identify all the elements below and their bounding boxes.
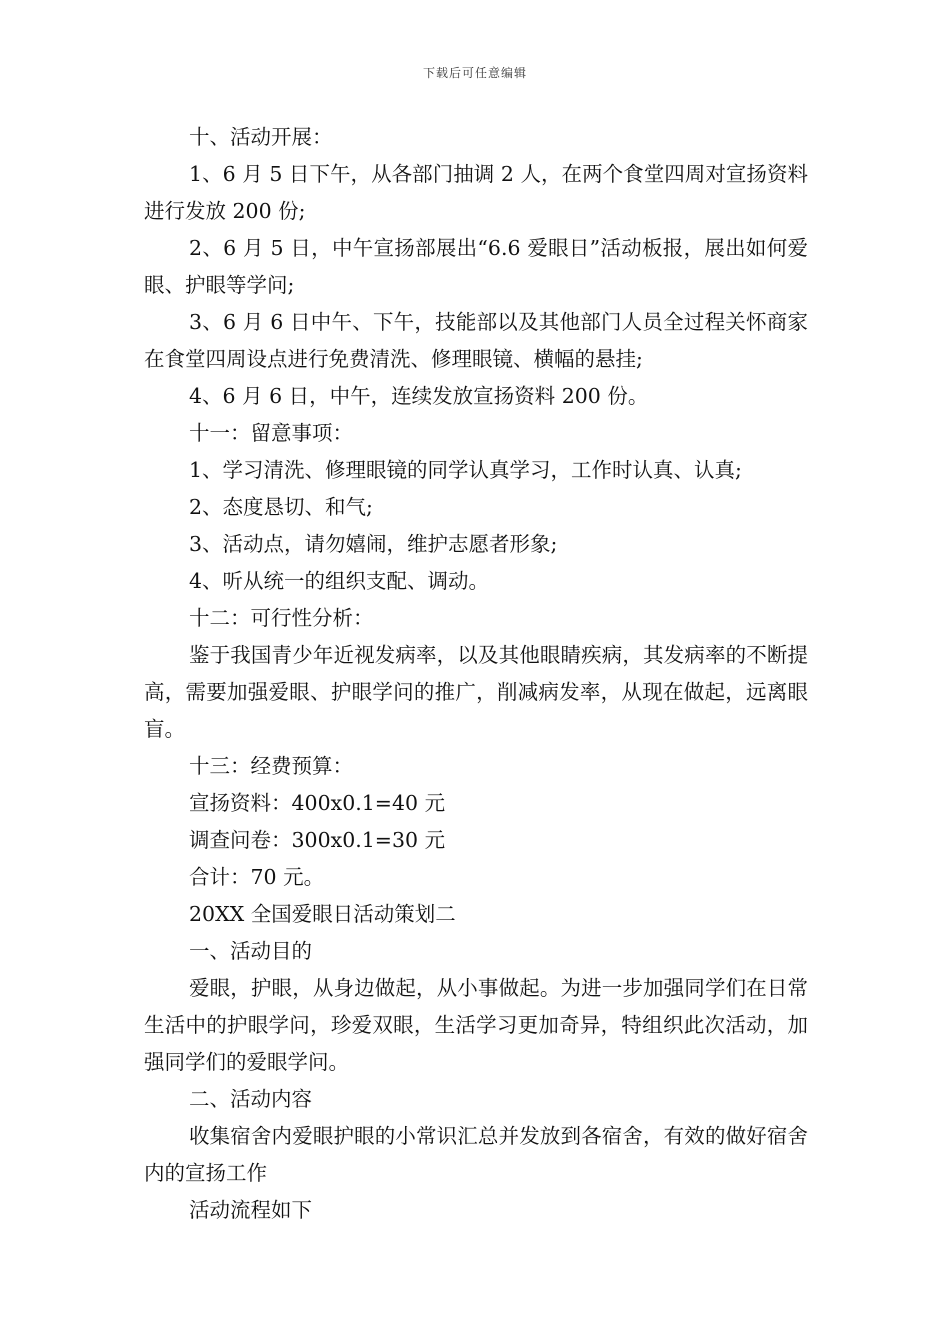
- section-heading-12: 十二：可行性分析：: [189, 606, 374, 630]
- body-paragraph: 收集宿舍内爱眼护眼的小常识汇总并发放到各宿舍，有效的做好宿舍内的宣扬工作: [144, 1124, 808, 1185]
- page-header: 下载后可任意编辑: [422, 66, 527, 80]
- section-heading-2: 二、活动内容: [189, 1087, 312, 1111]
- section-heading-1: 一、活动目的: [189, 939, 312, 963]
- list-item: 1、学习清洗、修理眼镜的同学认真学习，工作时认真、认真;: [189, 458, 742, 482]
- list-item: 2、态度恳切、和气;: [189, 495, 373, 519]
- section-heading-10: 十、活动开展：: [189, 125, 333, 149]
- budget-total: 合计：70 元。: [189, 865, 325, 889]
- list-item: 2、6 月 5 日，中午宣扬部展出“6.6 爱眼日”活动板报，展出如何爱眼、护眼等学问;: [144, 236, 808, 297]
- list-item: 3、6 月 6 日中午、下午，技能部以及其他部门人员全过程关怀商家在食堂四周设点进行免费清洗、修理眼镜、横幅的悬挂;: [144, 310, 808, 371]
- budget-line: 调查问卷：300x0.1=30 元: [189, 828, 446, 852]
- body-paragraph: 爱眼，护眼，从身边做起，从小事做起。为进一步加强同学们在日常生活中的护眼学问，珍爱双眼，生活学习更加奇异，特组织此次活动，加强同学们的爱眼学问。: [144, 976, 808, 1074]
- budget-line: 宣扬资料：400x0.1=40 元: [189, 791, 446, 815]
- document-body: [144, 119, 808, 1229]
- list-item: 3、活动点，请勿嬉闹，维护志愿者形象;: [189, 532, 558, 556]
- list-item: 4、听从统一的组织支配、调动。: [189, 569, 490, 593]
- list-item: 1、6 月 5 日下午，从各部门抽调 2 人，在两个食堂四周对宣扬资料进行发放 200 份;: [144, 162, 808, 223]
- section-heading-13: 十三：经费预算：: [189, 754, 353, 778]
- list-item: 4、6 月 6 日，中午，连续发放宣扬资料 200 份。: [189, 384, 649, 408]
- section-heading-11: 十一：留意事项：: [189, 421, 353, 445]
- body-paragraph: 鉴于我国青少年近视发病率，以及其他眼睛疾病，其发病率的不断提高，需要加强爱眼、护眼学问的推广，削减病发率，从现在做起，远离眼盲。: [144, 643, 808, 741]
- body-paragraph: 活动流程如下: [189, 1198, 312, 1222]
- plan-title: 20XX 全国爱眼日活动策划二: [189, 902, 456, 926]
